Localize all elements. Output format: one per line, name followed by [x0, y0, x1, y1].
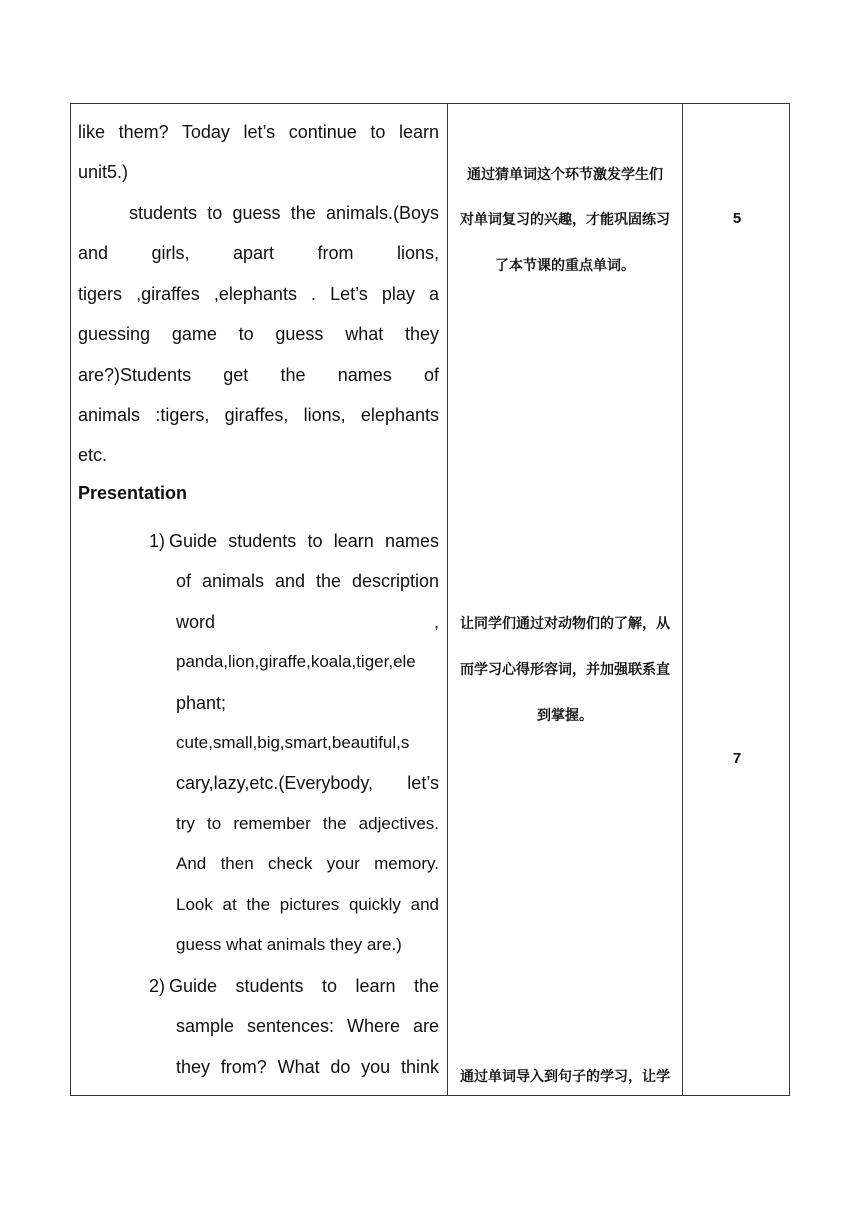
- item2-line: Guide students to learn the: [169, 976, 439, 996]
- time-value: 5: [732, 210, 742, 227]
- intro-line: students to guess the animals.(Boys: [129, 203, 439, 223]
- intro-line: unit5.): [78, 162, 129, 182]
- list-marker: 1): [149, 531, 166, 551]
- item1-line: Look at the pictures quickly and: [176, 895, 439, 914]
- item2-line: they from? What do you think: [176, 1057, 439, 1077]
- intro-line: and girls, apart from lions,: [78, 243, 439, 263]
- note-line: 通过单词导入到句子的学习，让学: [460, 1068, 670, 1084]
- note-line: 对单词复习的兴趣，才能巩固练习: [460, 211, 670, 227]
- item1-line: of animals and the description: [176, 571, 439, 591]
- item1-line: cary,lazy,etc.(Everybody, let’s: [176, 773, 439, 793]
- intro-line: are?)Students get the names of: [78, 365, 439, 385]
- intro-line: animals :tigers, giraffes, lions, elephants: [78, 405, 439, 425]
- item1-line: phant;: [176, 693, 227, 713]
- note-line: 了本节课的重点单词。: [495, 257, 635, 273]
- item1-line: cute,small,big,smart,beautiful,s: [176, 733, 410, 752]
- lesson-plan-table: [70, 103, 790, 1096]
- item1-line: And then check your memory.: [176, 854, 439, 873]
- intro-line: etc.: [78, 445, 108, 465]
- note-line: 而学习心得形容词，并加强联系直: [460, 661, 670, 677]
- item1-line: guess what animals they are.): [176, 935, 402, 954]
- item1-line: Guide students to learn names: [169, 531, 439, 551]
- item1-line: panda,lion,giraffe,koala,tiger,ele: [176, 652, 416, 671]
- column-divider: [682, 104, 683, 1095]
- note-line: 让同学们通过对动物们的了解，从: [460, 615, 670, 631]
- intro-line: guessing game to guess what they: [78, 324, 439, 344]
- item2-line: sample sentences: Where are: [176, 1016, 439, 1036]
- note-line: 到掌握。: [537, 707, 593, 723]
- column-divider: [447, 104, 448, 1095]
- item1-line: try to remember the adjectives.: [176, 814, 439, 833]
- intro-line: like them? Today let’s continue to learn: [78, 122, 439, 142]
- item1-line: word ,: [176, 612, 439, 632]
- presentation-heading: Presentation: [78, 483, 188, 503]
- intro-line: tigers ,giraffes ,elephants . Let’s play a: [78, 284, 439, 304]
- time-value: 7: [732, 750, 742, 767]
- list-marker: 2): [149, 976, 166, 996]
- note-line: 通过猜单词这个环节激发学生们: [467, 166, 663, 182]
